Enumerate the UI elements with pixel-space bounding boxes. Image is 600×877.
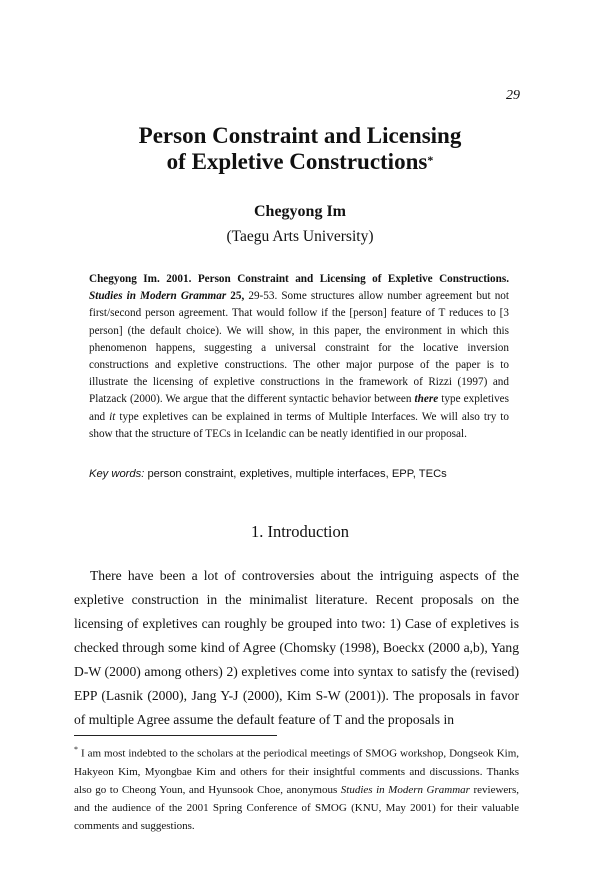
footnote-mark: *	[74, 745, 78, 754]
keywords-label: Key words:	[89, 468, 145, 480]
introduction-text: There have been a lot of controversies about the intriguing aspects of the expletive construction in the minimalist literature. Recent proposals on the licensing of expletives can roughly be grouped into two: 1) Case of expletives is checked through some kind of Agree (Chomsky (1998), Boeckx (2000 a,b), Yang D-W (2000) among others) 2) expletives come into syntax to satisfy the (revised) EPP (Lasnik (2000), Jang Y-J (2000), Kim S-W (2001)). The proposals in favor of multiple Agree assume the default feature of T and the proposals in	[74, 568, 519, 727]
title-footnote-mark: *	[427, 153, 434, 167]
abstract-citation-lead: Chegyong Im. 2001. Person Constraint and Licensing of Expletive Constructions.	[89, 273, 509, 285]
footnote-divider	[74, 735, 277, 736]
page-number: 29	[506, 88, 520, 103]
title-line-1: Person Constraint and Licensing	[138, 123, 462, 148]
title-line-2	[0, 149, 600, 175]
section-heading: 1. Introduction	[250, 522, 350, 541]
abstract-volume: 25,	[230, 290, 245, 303]
abstract-text-3: type expletives can be explained in terms of Multiple Interfaces. We will also try to show that the structure of TECs in Icelandic can be neatly identified in our proposal.	[89, 410, 509, 440]
footnote	[74, 741, 519, 835]
keywords	[89, 468, 509, 480]
author-name: Chegyong Im	[253, 203, 346, 220]
keywords-items: person constraint, expletives, multiple interfaces, EPP, TECs	[144, 468, 447, 480]
author-affiliation: (Taegu Arts University)	[226, 228, 374, 245]
title-line-2-text: of Expletive Constructions	[166, 149, 428, 174]
introduction-paragraph	[74, 564, 519, 732]
footnote-text-1: I am most indebted to the scholars at the periodical meetings of SMOG workshop, Dongseok Kim, Hakyeon Kim, Myongbae Kim and others for their insightful comments and discussions. Thanks also go to Cheong Youn, and Hyunsook Choe, anonymous	[74, 747, 519, 796]
abstract	[89, 271, 509, 443]
footnote-text-2: reviewers, and the audience of the 2001 Spring Conference of SMOG (KNU, May 2001) for their valuable comments and suggestions.	[74, 783, 519, 832]
paper-title	[0, 123, 600, 175]
abstract-text-1: 29-53. Some structures allow number agreement but not first/second person agreement. That would follow if the [person] feature of T reduces to [3 person] (the default choice). We will show, in this paper, the environment in which this phenomenon happens, suggesting a universal constraint for the locative inversion constructions and expletive constructions. The other major purpose of the paper is to illustrate the licensing of expletive constructions in the framework of Rizzi (1997) and Platzack (2000). We argue that the different syntactic behavior between	[89, 290, 509, 406]
footnote-journal: Studies in Modern Grammar	[340, 783, 470, 796]
abstract-it: it	[109, 410, 116, 423]
abstract-text-2: type expletives and	[89, 393, 509, 423]
abstract-there: there	[414, 393, 439, 406]
abstract-journal: Studies in Modern Grammar	[89, 290, 227, 303]
